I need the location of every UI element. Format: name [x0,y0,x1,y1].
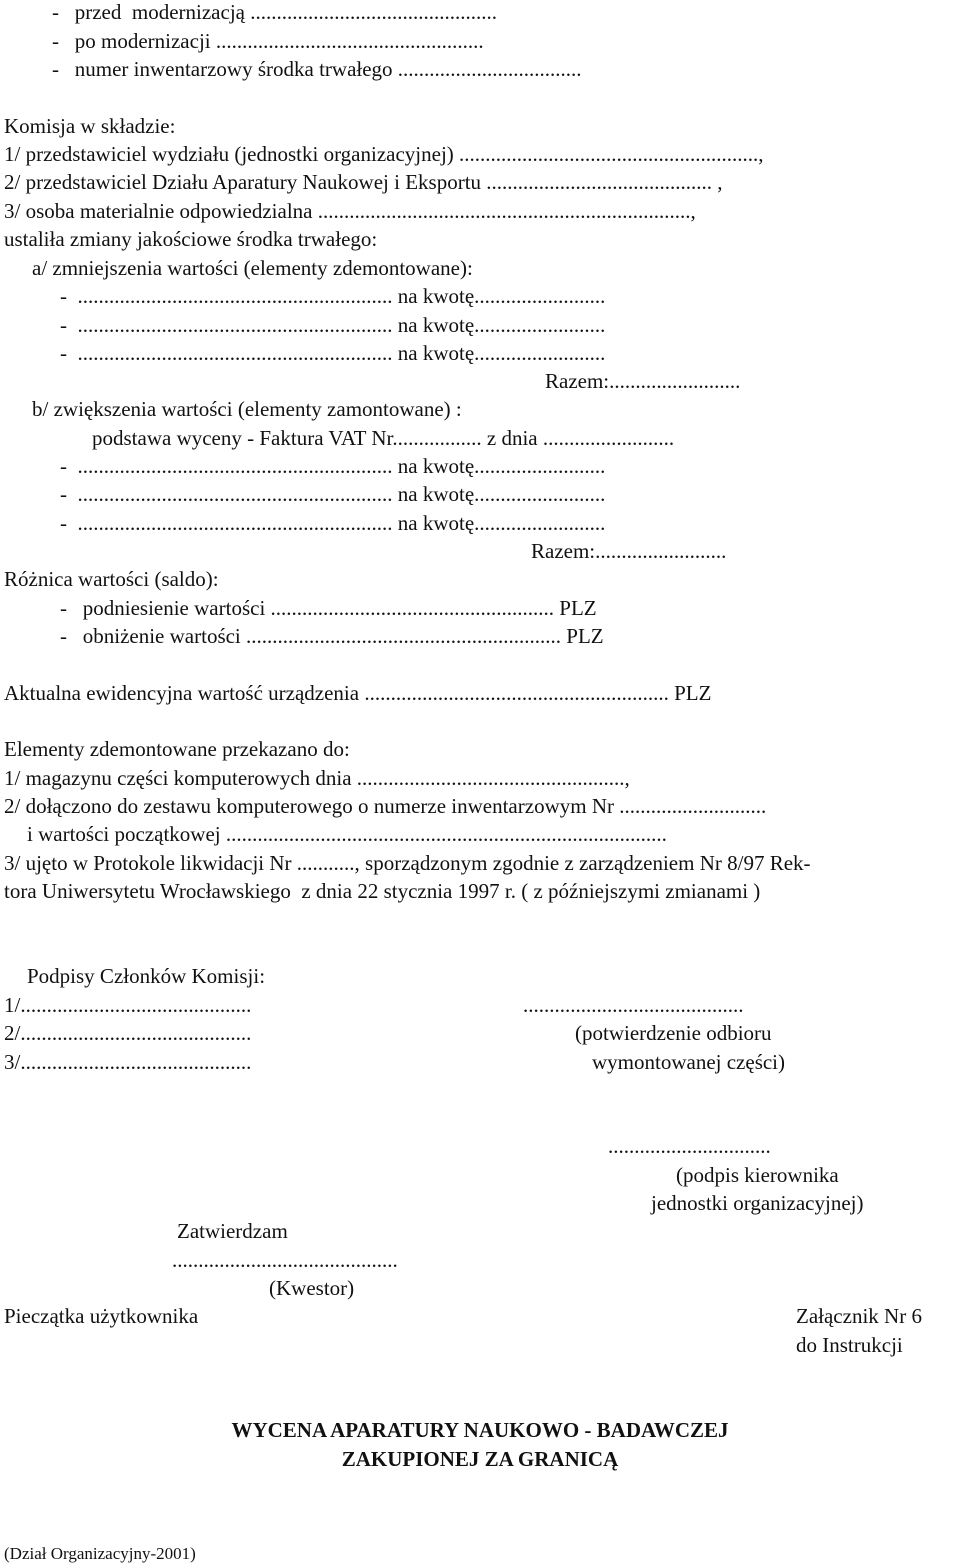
section-a-row: - ............................................................ na kwotę......................... [60,341,606,365]
commission-member-1: 1/ przedstawiciel wydziału (jednostki organizacyjnej) ........................................................., [4,142,764,166]
invoice-basis-line: podstawa wyceny - Faktura VAT Nr................. z dnia ......................... [92,426,675,450]
section-a-heading: a/ zmniejszenia wartości (elementy zdemontowane): [32,256,473,280]
signature-line-1: 1/............................................ [4,993,252,1017]
elements-item-2-value: i wartości początkowej .................................................................................... [27,822,667,846]
section-b-total: Razem:......................... [531,539,727,563]
signatures-heading: Podpisy Członków Komisji: [27,964,266,988]
value-decrease-line: - obniżenie wartości ............................................................ PLZ [60,624,604,648]
receipt-signature-dots: .......................................... [523,993,744,1017]
quality-changes-line: ustaliła zmiany jakościowe środka trwałego: [4,227,378,251]
receipt-caption-line-1: (potwierdzenie odbioru [575,1021,772,1045]
elements-item-3: 3/ ujęto w Protokole likwidacji Nr ..........., sporządzonym zgodnie z zarządzeniem Nr 8/97 Rek- [4,851,811,875]
section-b-row: - ............................................................ na kwotę......................... [60,482,606,506]
value-increase-line: - podniesienie wartości ...................................................... PLZ [60,596,597,620]
before-modernization-line: - przed modernizacją ............................................... [52,0,497,24]
user-stamp-label: Pieczątka użytkownika [4,1304,199,1328]
section-b-row: - ............................................................ na kwotę......................... [60,454,606,478]
section-a-row: - ............................................................ na kwotę......................... [60,313,606,337]
section-a-row: - ............................................................ na kwotę......................... [60,284,606,308]
quaestor-signature-dots: ........................................... [172,1248,398,1272]
commission-heading: Komisja w składzie: [4,114,176,138]
head-signature-dots: ............................... [608,1134,771,1158]
annex-reference: do Instrukcji [796,1333,903,1357]
elements-item-3-continued: tora Uniwersytetu Wrocławskiego z dnia 22 stycznia 1997 r. ( z późniejszymi zmianami ) [4,879,761,903]
quaestor-caption: (Kwestor) [269,1276,355,1300]
approval-label: Zatwierdzam [177,1219,288,1243]
document-title-line-2: ZAKUPIONEJ ZA GRANICĄ [341,1447,619,1471]
head-caption-line-1: (podpis kierownika [676,1163,839,1187]
annex-number: Załącznik Nr 6 [796,1304,922,1328]
receipt-caption-line-2: wymontowanej części) [592,1050,786,1074]
commission-member-3: 3/ osoba materialnie odpowiedzialna ......................................................................., [4,199,696,223]
footer-note: (Dział Organizacyjny-2001) [4,1544,196,1563]
current-value-line: Aktualna ewidencyjna wartość urządzenia .......................................................... PLZ [4,681,712,705]
elements-item-2: 2/ dołączono do zestawu komputerowego o numerze inwentarzowym Nr ............................ [4,794,767,818]
elements-heading: Elementy zdemontowane przekazano do: [4,737,350,761]
section-a-total: Razem:......................... [545,369,741,393]
document-title-line-1: WYCENA APARATURY NAUKOWO - BADAWCZEJ [231,1418,729,1442]
section-b-heading: b/ zwiększenia wartości (elementy zamontowane) : [32,397,462,421]
after-modernization-line: - po modernizacji ................................................... [52,29,484,53]
signature-line-2: 2/............................................ [4,1021,252,1045]
commission-member-2: 2/ przedstawiciel Działu Aparatury Naukowej i Eksportu ........................................... , [4,170,723,194]
elements-item-1: 1/ magazynu części komputerowych dnia ..................................................., [4,766,630,790]
signature-line-3: 3/............................................ [4,1050,252,1074]
section-b-row: - ............................................................ na kwotę......................... [60,511,606,535]
inventory-number-line: - numer inwentarzowy środka trwałego ................................... [52,57,582,81]
head-caption-line-2: jednostki organizacyjnej) [651,1191,864,1215]
difference-heading: Różnica wartości (saldo): [4,567,219,591]
